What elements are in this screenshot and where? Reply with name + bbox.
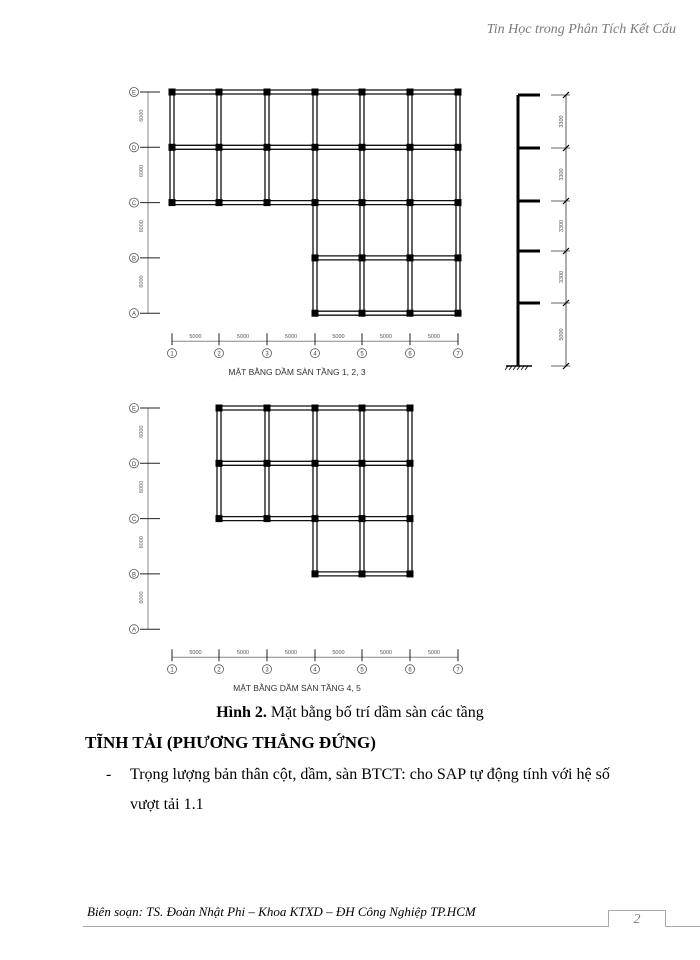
svg-text:4: 4 — [313, 667, 317, 674]
running-header: Tin Học trong Phân Tích Kết Cấu — [486, 22, 676, 37]
footer-author: Biên soạn: TS. Đoàn Nhật Phi – Khoa KTXD – ĐH Công Nghiệp TP.HCM — [87, 904, 476, 919]
svg-text:5000: 5000 — [427, 650, 441, 657]
page-number: 2 — [608, 910, 666, 927]
svg-text:5000: 5000 — [236, 334, 250, 341]
svg-text:5000: 5000 — [284, 650, 298, 657]
svg-text:B: B — [131, 256, 137, 263]
figure-caption: Hình 2. Mặt bằng bố trí dầm sàn các tầng — [216, 704, 484, 721]
svg-text:1: 1 — [170, 351, 174, 358]
svg-text:D: D — [131, 145, 137, 152]
svg-text:3300: 3300 — [559, 270, 565, 284]
svg-text:D: D — [131, 461, 137, 468]
svg-text:5000: 5000 — [189, 334, 202, 341]
svg-text:4: 4 — [313, 351, 317, 358]
svg-text:7: 7 — [456, 667, 460, 674]
svg-text:6000: 6000 — [139, 536, 145, 549]
svg-text:6: 6 — [408, 667, 412, 674]
svg-text:B: B — [131, 572, 137, 579]
svg-text:5000: 5000 — [559, 328, 565, 341]
plan-top — [130, 88, 463, 358]
svg-text:3: 3 — [265, 667, 269, 674]
svg-text:5000: 5000 — [236, 650, 250, 657]
svg-text:A: A — [131, 311, 137, 318]
svg-text:3300: 3300 — [559, 219, 565, 233]
svg-text:6000: 6000 — [139, 591, 145, 604]
plan-top-title: MẶT BẰNG DẦM SÀN TẦNG 1, 2, 3 — [228, 367, 366, 377]
frame-elevation — [505, 92, 570, 370]
svg-text:3: 3 — [265, 351, 269, 358]
svg-text:1: 1 — [170, 667, 174, 674]
bullet-item: - Trọng lượng bản thân cột, dầm, sàn BTCT: cho SAP tự động tính với hệ số vượt tải 1.1 — [106, 766, 610, 813]
svg-text:E: E — [131, 406, 137, 413]
svg-text:5: 5 — [360, 667, 364, 674]
svg-text:6000: 6000 — [139, 109, 145, 122]
svg-text:5000: 5000 — [189, 650, 202, 657]
svg-text:6000: 6000 — [139, 480, 145, 494]
svg-text:E: E — [131, 90, 137, 97]
svg-text:2: 2 — [217, 351, 221, 358]
svg-text:6: 6 — [408, 351, 412, 358]
svg-text:6000: 6000 — [139, 220, 145, 233]
svg-text:5: 5 — [360, 351, 364, 358]
section-heading: TĨNH TẢI (PHƯƠNG THẲNG ĐỨNG) — [85, 733, 376, 752]
svg-text:5000: 5000 — [427, 334, 441, 341]
svg-text:7: 7 — [456, 351, 460, 358]
svg-text:5000: 5000 — [332, 650, 345, 657]
plan-bottom — [130, 404, 463, 674]
svg-text:5000: 5000 — [379, 334, 393, 341]
svg-text:2: 2 — [217, 667, 221, 674]
svg-text:3300: 3300 — [559, 168, 565, 181]
svg-text:C: C — [131, 201, 137, 208]
svg-text:5000: 5000 — [379, 650, 393, 657]
svg-text:6000: 6000 — [139, 425, 145, 438]
svg-text:C: C — [131, 517, 137, 524]
svg-text:5000: 5000 — [332, 334, 345, 341]
svg-text:6000: 6000 — [139, 275, 145, 288]
svg-text:6000: 6000 — [139, 164, 145, 178]
svg-text:A: A — [131, 627, 137, 634]
svg-text:5000: 5000 — [284, 334, 298, 341]
plan-bottom-title: MẶT BẰNG DẦM SÀN TẦNG 4, 5 — [233, 683, 361, 693]
svg-text:3300: 3300 — [559, 115, 565, 128]
